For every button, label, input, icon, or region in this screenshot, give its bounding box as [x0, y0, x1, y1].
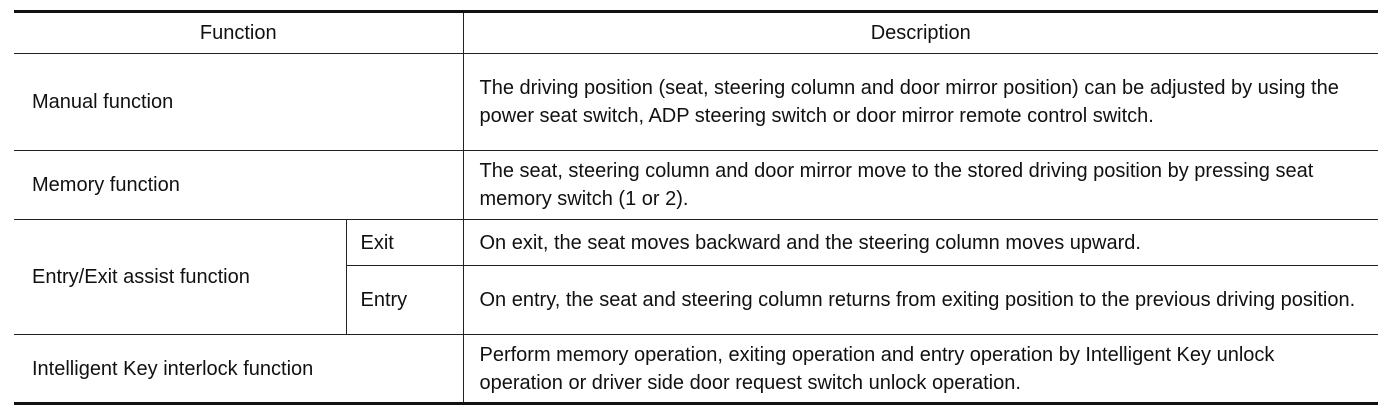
function-cell: Memory function: [14, 151, 463, 220]
header-description: Description: [463, 12, 1378, 54]
header-function: Function: [14, 12, 463, 54]
table-header-row: [14, 12, 1378, 54]
sub-function-cell: Entry: [346, 266, 463, 335]
description-cell: The seat, steering column and door mirror move to the stored driving position by pressing seat memory switch (1 or 2).: [463, 151, 1378, 220]
function-description-table: [14, 10, 1378, 405]
table-row: [14, 220, 1378, 266]
function-cell: Entry/Exit assist function: [14, 220, 346, 335]
description-cell: On entry, the seat and steering column returns from exiting position to the previous driving position.: [463, 266, 1378, 335]
description-cell: On exit, the seat moves backward and the steering column moves upward.: [463, 220, 1378, 266]
sub-function-cell: Exit: [346, 220, 463, 266]
function-cell: Manual function: [14, 54, 463, 151]
table-row: [14, 335, 1378, 404]
function-cell: Intelligent Key interlock function: [14, 335, 463, 404]
table-row: [14, 54, 1378, 151]
table-row: [14, 151, 1378, 220]
description-cell: Perform memory operation, exiting operation and entry operation by Intelligent Key unlock operation or driver side door request switch unlock operation.: [463, 335, 1378, 404]
function-description-table-container: [14, 10, 1378, 405]
description-cell: The driving position (seat, steering column and door mirror position) can be adjusted by using the power seat switch, ADP steering switch or door mirror remote control switch.: [463, 54, 1378, 151]
